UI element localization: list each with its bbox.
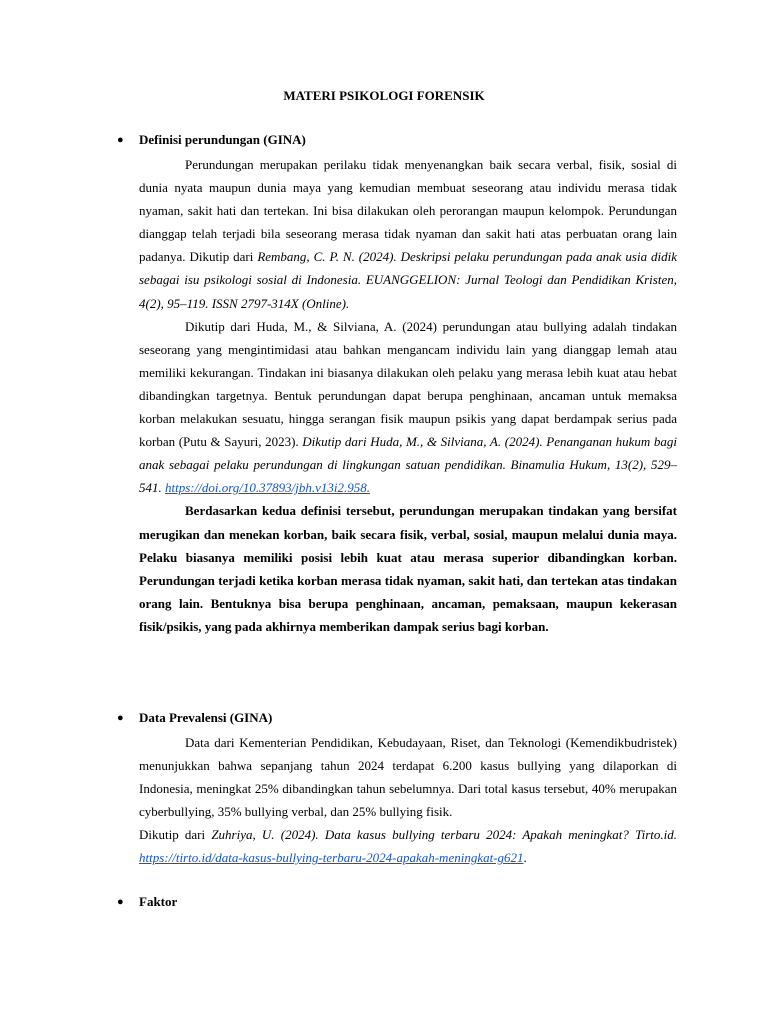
section-faktor (117, 893, 677, 911)
paragraph-text: Data dari Kementerian Pendidikan, Kebudayaan, Riset, dan Teknologi (Kemendikbudristek) menunjukkan bahwa sepanjang tahun 2024 terdapat 6.200 kasus bullying yang dilaporkan di Indonesia, meningkat 25% dibandingkan tahun sebelumnya. Dari total kasus tersebut, 40% merupakan cyberbullying, 35% bullying verbal, dan 25% bullying fisik. (139, 735, 677, 820)
section-heading (117, 131, 677, 149)
paragraph (117, 731, 677, 823)
section-heading-text: Faktor (139, 894, 178, 909)
bullet-icon: ● (117, 712, 124, 724)
citation-text: Rembang, C. P. N. (2024). Deskripsi pelaku perundungan pada anak usia didik sebagai isu psikologi sosial di Indonesia. EUANGGELION: Jurnal Teologi dan Pendidikan Kristen, 4(2), 95–119. ISSN 2797-314X (Online). (139, 249, 677, 311)
tirto-link[interactable]: https://tirto.id/data-kasus-bullying-terbaru-2024-apakah-meningkat-g621 (139, 850, 524, 866)
paragraph-summary (117, 499, 677, 638)
paragraph-text: Dikutip dari Huda, M., & Silviana, A. (2024) perundungan atau bullying adalah tindakan seseorang yang mengintimidasi atau bahkan mengancam individu lain yang dianggap lemah atau memiliki kekurangan. Tindakan ini biasanya dilakukan oleh pelaku yang merasa lebih kuat atau hebat dibandingkan targetnya. Bentuk perundungan dapat berupa penghinaan, ancaman untuk memaksa korban melakukan sesuatu, hingga serangan fisik maupun psikis yang dapat berdampak serius pada korban (Putu & Sayuri, 2023). (139, 318, 677, 450)
section-heading-text: Definisi perundungan (GINA) (139, 132, 306, 147)
paragraph-text: Dikutip dari (139, 827, 212, 843)
paragraph (117, 153, 677, 315)
paragraph-end: . (523, 850, 527, 866)
section-heading (117, 893, 677, 911)
document-title: MATERI PSIKOLOGI FORENSIK (283, 88, 485, 103)
paragraph (117, 823, 677, 869)
section-prevalensi (117, 709, 677, 870)
paragraph (117, 315, 677, 500)
paragraph-text: Perundungan merupakan perilaku tidak menyenangkan baik secara verbal, fisik, sosial di dunia nyata maupun dunia maya yang kemudian membuat seseorang atau individu merasa tidak nyaman, sakit hati dan tertekan. Ini bisa dilakukan oleh perorangan maupun kelompok. Perundungan dianggap telah terjadi bila seseorang merasa tidak nyaman dan sakit hati atas perbuatan orang lain padanya. Dikutip dari (139, 157, 677, 265)
doi-link[interactable]: https://doi.org/10.37893/jbh.v13i2.958. (165, 480, 370, 496)
bullet-icon: ● (117, 134, 124, 146)
citation-text: Zuhriya, U. (2024). Data kasus bullying terbaru 2024: Apakah meningkat? Tirto.id. (211, 827, 677, 843)
section-definisi (117, 131, 677, 638)
bullet-icon: ● (117, 896, 124, 908)
paragraph-text: Berdasarkan kedua definisi tersebut, perundungan merupakan tindakan yang bersifat merugikan dan menekan korban, baik secara fisik, verbal, sosial, maupun melalui dunia maya. Pelaku biasanya memiliki posisi lebih kuat atau merasa superior dibandingkan korban. Perundungan terjadi ketika korban merasa tidak nyaman, sakit hati, dan tertekan atas tindakan orang lain. Bentuknya bisa berupa penghinaan, ancaman, pemaksaan, maupun kekerasan fisik/psikis, yang pada akhirnya memberikan dampak serius bagi korban. (139, 503, 677, 634)
citation-text: Dikutip dari Huda, M., & Silviana, A. (2024). Penanganan hukum bagi anak sebagai pelaku perundungan di lingkungan satuan pendidikan. Binamulia Hukum, 13(2), 529–541. (139, 434, 678, 496)
section-heading (117, 709, 677, 727)
section-heading-text: Data Prevalensi (GINA) (139, 710, 273, 725)
